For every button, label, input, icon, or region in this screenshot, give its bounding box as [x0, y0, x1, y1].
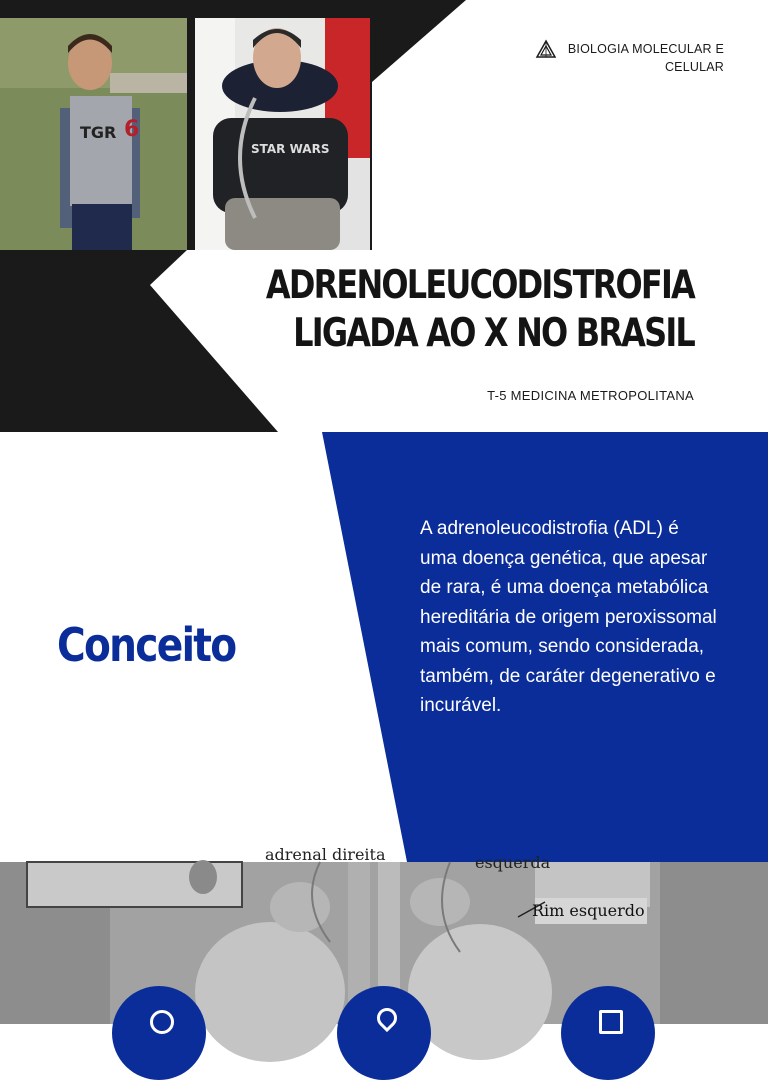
calendar-icon [599, 1010, 623, 1034]
brand-name: BIOLOGIA MOLECULAR E CELULAR [567, 42, 724, 74]
page-title [235, 262, 694, 358]
concept-section [0, 432, 768, 862]
anatomy-label-kidney: Rim esquerdo [532, 901, 645, 920]
target-icon-button[interactable] [112, 986, 206, 1080]
target-icon [150, 1010, 174, 1034]
concept-body: A adrenoleucodistrofia (ADL) é uma doença genética, que apesar de rara, é uma doença metabólica hereditária de origem peroxissomal mais comum, sendo considerada, também, de caráter degenerativo e incurável. [420, 518, 717, 716]
shirt-text: STAR WARS [251, 142, 330, 156]
shirt-text: TGR [80, 123, 117, 142]
photo-boy-wheelchair [195, 18, 370, 250]
title-line-1: ADRENOLEUCODISTROFIA [265, 263, 694, 308]
calendar-icon-button[interactable] [561, 986, 655, 1080]
sleeve-text: 6 [124, 117, 140, 142]
location-pin-icon [373, 1004, 401, 1032]
concept-heading: Conceito [57, 618, 236, 672]
anatomy-label-top-right: esquerda [475, 853, 551, 872]
anatomy-label-top-left: adrenal direita [265, 845, 386, 864]
hero-section [0, 0, 768, 432]
subtitle: T-5 MEDICINA METROPOLITANA [487, 388, 694, 403]
photo-boy-healthy [0, 18, 187, 250]
location-pin-icon-button[interactable] [337, 986, 431, 1080]
title-line-2: LIGADA AO X NO BRASIL [293, 311, 694, 356]
